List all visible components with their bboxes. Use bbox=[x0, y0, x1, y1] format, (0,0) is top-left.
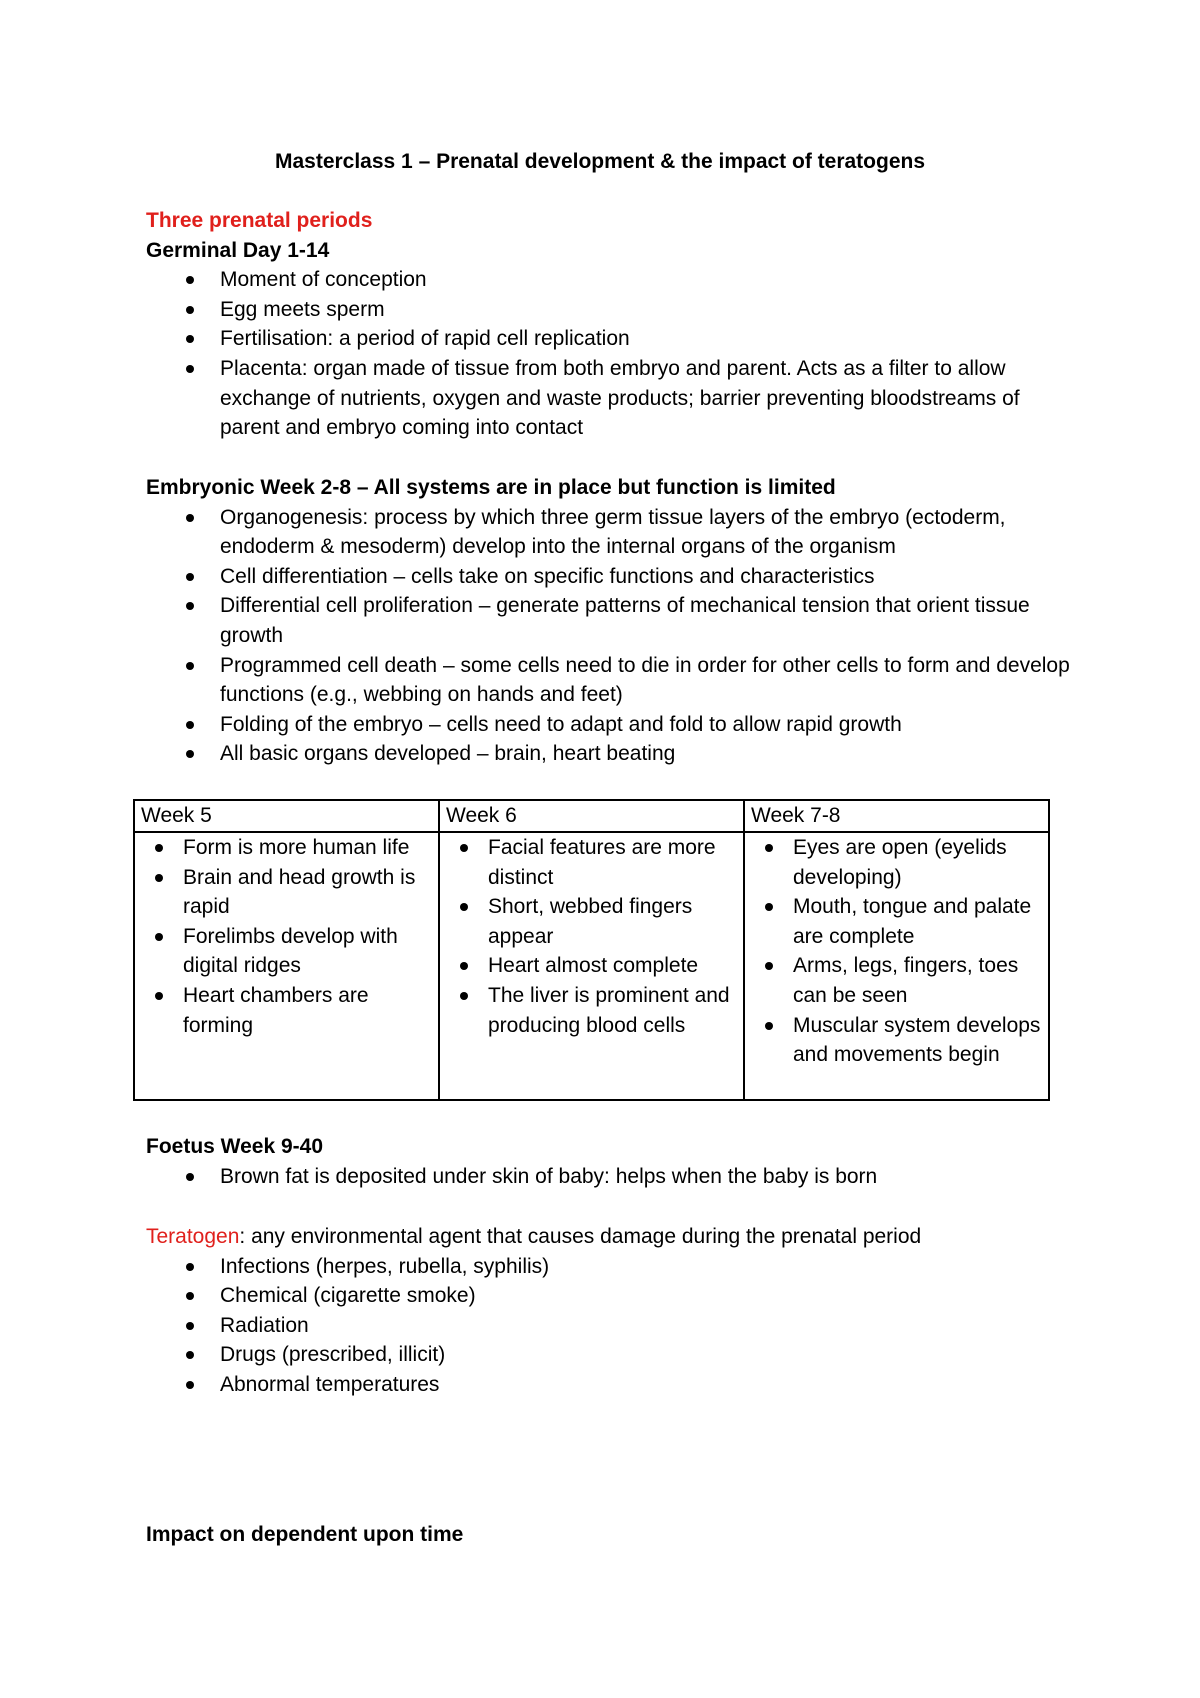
table-cell-week7-8 bbox=[744, 832, 1049, 1100]
list-item: Forelimbs develop with digital ridges bbox=[141, 922, 432, 981]
table-cell-week6 bbox=[439, 832, 744, 1100]
foetus-heading: Foetus Week 9-40 bbox=[146, 1135, 324, 1158]
embryonic-heading: Embryonic Week 2-8 – All systems are in place but function is limited bbox=[146, 476, 836, 499]
foetus-section bbox=[146, 1132, 1076, 1191]
germinal-section bbox=[146, 206, 1076, 443]
list-item: Radiation bbox=[146, 1311, 1076, 1341]
table-header-cell: Week 5 bbox=[134, 800, 439, 832]
weeks-table bbox=[133, 799, 1050, 1101]
list-item: Brain and head growth is rapid bbox=[141, 863, 432, 922]
embryonic-section bbox=[146, 473, 1076, 769]
list-item: Infections (herpes, rubella, syphilis) bbox=[146, 1252, 1076, 1282]
list-item: Arms, legs, fingers, toes can be seen bbox=[751, 951, 1042, 1010]
list-item: Organogenesis: process by which three germ tissue layers of the embryo (ectoderm, endoderm & mesoderm) develop into the internal organs of the organism bbox=[146, 503, 1076, 562]
list-item: Placenta: organ made of tissue from both embryo and parent. Acts as a filter to allow exchange of nutrients, oxygen and waste products; barrier preventing bloodstreams of parent and embryo coming into contact bbox=[146, 354, 1076, 443]
list-item: Eyes are open (eyelids developing) bbox=[751, 833, 1042, 892]
teratogen-definition-text: : any environmental agent that causes damage during the prenatal period bbox=[239, 1225, 922, 1248]
list-item: Short, webbed fingers appear bbox=[446, 892, 737, 951]
list-item: Heart chambers are forming bbox=[141, 981, 432, 1040]
table-header-cell: Week 6 bbox=[439, 800, 744, 832]
table-header-cell: Week 7-8 bbox=[744, 800, 1049, 832]
list-item: Brown fat is deposited under skin of baby: helps when the baby is born bbox=[146, 1162, 1076, 1192]
list-item: Egg meets sperm bbox=[146, 295, 1076, 325]
embryonic-list bbox=[146, 503, 1076, 769]
teratogen-list bbox=[146, 1252, 1076, 1400]
table-cell-week5 bbox=[134, 832, 439, 1100]
table-row bbox=[134, 832, 1049, 1100]
list-item: Programmed cell death – some cells need to die in order for other cells to form and develop functions (e.g., webbing on hands and feet) bbox=[146, 651, 1076, 710]
foetus-list bbox=[146, 1162, 1076, 1192]
week5-list bbox=[141, 833, 432, 1040]
table-header-row bbox=[134, 800, 1049, 832]
list-item: Cell differentiation – cells take on specific functions and characteristics bbox=[146, 562, 1076, 592]
week7-8-list bbox=[751, 833, 1042, 1070]
list-item: Mouth, tongue and palate are complete bbox=[751, 892, 1042, 951]
list-item: Muscular system develops and movements begin bbox=[751, 1011, 1042, 1070]
germinal-list bbox=[146, 265, 1076, 443]
impact-heading: Impact on dependent upon time bbox=[146, 1523, 464, 1546]
list-item: Chemical (cigarette smoke) bbox=[146, 1281, 1076, 1311]
list-item: The liver is prominent and producing blood cells bbox=[446, 981, 737, 1040]
periods-heading: Three prenatal periods bbox=[146, 209, 373, 232]
list-item: Abnormal temperatures bbox=[146, 1370, 1076, 1400]
list-item: Drugs (prescribed, illicit) bbox=[146, 1340, 1076, 1370]
germinal-heading: Germinal Day 1-14 bbox=[146, 238, 330, 262]
list-item: Form is more human life bbox=[141, 833, 432, 863]
teratogen-section bbox=[146, 1222, 1076, 1400]
list-item: Moment of conception bbox=[146, 265, 1076, 295]
list-item: Folding of the embryo – cells need to adapt and fold to allow rapid growth bbox=[146, 710, 1076, 740]
list-item: Heart almost complete bbox=[446, 951, 737, 981]
list-item: Fertilisation: a period of rapid cell replication bbox=[146, 324, 1076, 354]
list-item: Facial features are more distinct bbox=[446, 833, 737, 892]
list-item: Differential cell proliferation – generate patterns of mechanical tension that orient tissue growth bbox=[146, 591, 1076, 650]
list-item: All basic organs developed – brain, heart beating bbox=[146, 739, 1076, 769]
week6-list bbox=[446, 833, 737, 1040]
teratogen-term: Teratogen bbox=[146, 1225, 240, 1248]
teratogen-definition bbox=[146, 1222, 1076, 1252]
document-title: Masterclass 1 – Prenatal development & the impact of teratogens bbox=[274, 150, 926, 173]
